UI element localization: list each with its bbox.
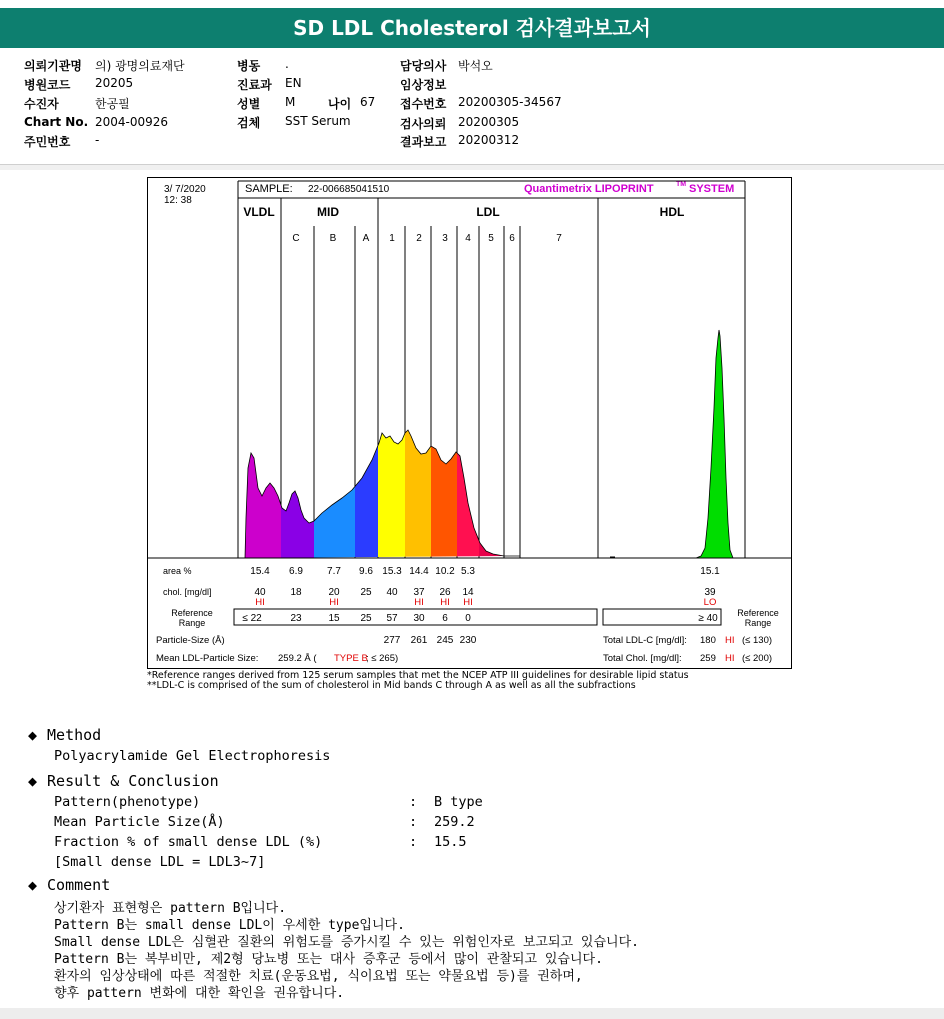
area-value-3: 10.2 [435,566,455,577]
lipoprint-svg [148,178,791,668]
area-value-b: 7.7 [327,566,341,577]
comment-line: Small dense LDL은 심혈관 질환의 위험도를 증가시킬 수 있는 위험인자로 보고되고 있습니다. [54,935,639,950]
specimen-value: SST Serum [285,114,351,128]
comment-line: 환자의 임상상태에 따른 적절한 치료(운동요법, 식이요법 또는 약물요법 등)를 권하며, [54,969,583,984]
comment-line: Pattern B는 복부비만, 제2형 당뇨병 또는 대사 증후군 등에서 많이 관찰되고 있습니다. [54,952,603,967]
chol-flag-vldl: HI [255,597,265,608]
ward-label: 병동 [237,59,261,73]
total-ldl-label: Total LDL-C [mg/dl]: [603,635,687,646]
method-text: Polyacrylamide Gel Electrophoresis [54,748,331,764]
method-heading-text: Method [47,726,102,744]
band-label-6: 6 [509,233,515,244]
brand-system: SYSTEM [689,183,735,195]
ref-label-left-b: Range [178,618,206,628]
diamond-bullet-icon: ◆ [28,876,38,894]
result-heading [28,772,219,790]
chol-value-c: 18 [290,587,302,598]
ref-value-b: 15 [328,613,340,624]
ref-value-hdl: ≥ 40 [698,613,718,624]
total-chol-value: 259 [700,653,716,664]
chart-no-value: 2004-00926 [95,115,169,129]
group-label-mid: MID [317,205,339,219]
clinical-info-label: 임상정보 [400,78,447,92]
band-label-4: 4 [465,233,471,244]
area-value-2: 14.4 [409,566,429,577]
group-label-ldl: LDL [476,205,500,219]
particle-size-label: Particle-Size (Å) [156,635,225,646]
result-value-mean-size: 259.2 [434,814,475,830]
hospital-code-value: 20205 [95,76,134,90]
doctor-label: 담당의사 [400,59,447,73]
diamond-bullet-icon: ◆ [28,772,38,790]
ref-value-c: 23 [290,613,302,624]
result-note: [Small dense LDL = LDL3~7] [54,854,266,870]
ref-value-2: 30 [413,613,425,624]
comment-line: 향후 pattern 변화에 대한 확인을 권유합니다. [54,986,345,1001]
chart-date: 3/ 7/2020 [164,184,206,195]
chol-value-vldl: 40 [254,587,266,598]
sample-id: 22-006685041510 [308,184,390,195]
comment-line: 상기환자 표현형은 pattern B입니다. [54,901,287,916]
sample-label: SAMPLE: [245,183,293,195]
area-value-vldl: 15.4 [250,566,270,577]
chol-value-2: 37 [413,587,425,598]
chol-value-1: 40 [386,587,398,598]
mean-size-type: TYPE B [334,653,368,664]
area-value-c: 6.9 [289,566,303,577]
report-date-label: 결과보고 [400,135,447,149]
ref-label-right-b: Range [744,618,772,628]
result-colon: : [409,794,418,810]
sex-label: 성별 [237,97,261,111]
resident-id-label: 주민번호 [24,135,71,149]
total-chol-ref: (≤ 200) [742,653,773,664]
group-label-hdl: HDL [659,205,685,219]
department-label: 진료과 [237,78,272,92]
doctor-value: 박석오 [458,59,493,73]
ref-value-1: 57 [386,613,398,624]
chol-value-hdl: 39 [704,587,716,598]
band-label-7: 7 [556,233,562,244]
comment-heading-text: Comment [47,876,111,894]
particle-size-4: 230 [459,635,477,646]
sex-value: M [285,95,296,109]
mean-size-value: 259.2 Å ( [278,653,317,664]
area-row-label: area % [163,566,192,576]
request-date-label: 검사의뢰 [400,117,447,131]
chol-flag-4: HI [463,597,473,608]
band-label-2: 2 [416,233,422,244]
total-ldl-value: 180 [700,635,716,646]
accession-value: 20200305-34567 [458,95,562,109]
institution-value: 의) 광명의료재단 [95,59,185,73]
age-value: 67 [360,95,376,109]
band-label-b: B [329,233,337,244]
result-value-fraction: 15.5 [434,834,467,850]
result-value-pattern: B type [434,794,483,810]
patient-info-panel [0,52,944,165]
footnote-reference-ranges: *Reference ranges derived from 125 serum samples that met the NCEP ATP III guidelines for desirable lipid status [147,670,689,681]
result-heading-text: Result & Conclusion [47,772,219,790]
ward-value: . [285,57,289,71]
age-label: 나이 [328,97,352,111]
comment-heading [28,876,110,894]
ref-value-3: 6 [442,613,448,624]
chol-value-a: 25 [360,587,372,598]
accession-label: 접수번호 [400,97,447,111]
result-label-fraction: Fraction % of small dense LDL (%) [54,834,323,850]
patient-value: 한공필 [95,97,130,111]
band-label-1: 1 [389,233,395,244]
chol-flag-hdl: LO [703,597,717,608]
total-ldl-flag: HI [725,635,735,646]
method-heading [28,726,101,744]
result-colon: : [409,834,418,850]
band-label-5: 5 [488,233,494,244]
ref-value-vldl: ≤ 22 [242,613,262,624]
result-colon: : [409,814,418,830]
resident-id-value: - [95,133,100,147]
comment-line: Pattern B는 small dense LDL이 우세한 type입니다. [54,918,405,933]
department-value: EN [285,76,302,90]
band-label-a: A [362,233,370,244]
chol-value-b: 20 [328,587,340,598]
total-chol-flag: HI [725,653,735,664]
hdl-peak [696,330,733,558]
area-value-1: 15.3 [382,566,402,577]
total-chol-label: Total Chol. [mg/dl]: [603,653,682,664]
area-value-4: 5.3 [461,566,475,577]
area-value-a: 9.6 [359,566,373,577]
area-value-hdl: 15.1 [700,566,720,577]
specimen-label: 검체 [237,116,261,130]
total-ldl-ref: (≤ 130) [742,635,773,646]
report-title: SD LDL Cholesterol 검사결과보고서 [0,8,944,48]
ref-value-a: 25 [360,613,372,624]
chart-no-label: Chart No. [24,115,89,129]
chol-flag-2: HI [414,597,424,608]
chol-row-label: chol. [mg/dl] [163,587,212,597]
divider-band [0,165,944,170]
chol-value-4: 14 [462,587,474,598]
brand-tm: TM [676,181,687,188]
ref-value-4: 0 [465,613,471,624]
particle-size-2: 261 [410,635,428,646]
diamond-bullet-icon: ◆ [28,726,38,744]
band-label-c: C [292,233,300,244]
institution-label: 의뢰기관명 [24,59,82,73]
mean-size-label: Mean LDL-Particle Size: [156,653,259,664]
request-date-value: 20200305 [458,115,520,129]
group-label-vldl: VLDL [243,205,275,219]
ref-label-right-a: Reference [737,608,779,618]
lipoprint-chart [147,177,792,669]
patient-label: 수진자 [24,97,59,111]
brand-name: Quantimetrix LIPOPRINT [524,183,654,195]
result-label-pattern: Pattern(phenotype) [54,794,201,810]
particle-size-1: 277 [383,635,401,646]
chol-value-3: 26 [439,587,451,598]
result-label-mean-size: Mean Particle Size(Å) [54,814,225,830]
chol-flag-b: HI [329,597,339,608]
ref-label-left-a: Reference [171,608,213,618]
chart-time: 12: 38 [164,195,192,206]
chol-flag-3: HI [440,597,450,608]
report-date-value: 20200312 [458,133,520,147]
mean-size-limit: ; ≤ 265) [366,653,399,664]
particle-size-3: 245 [436,635,454,646]
band-label-3: 3 [442,233,448,244]
footnote-ldl-definition: **LDL-C is comprised of the sum of cholesterol in Mid bands C through A as well as all the subfractions [147,680,636,691]
hospital-code-label: 병원코드 [24,78,71,92]
lipoprint-curve [245,330,745,558]
bottom-band [0,1008,944,1019]
